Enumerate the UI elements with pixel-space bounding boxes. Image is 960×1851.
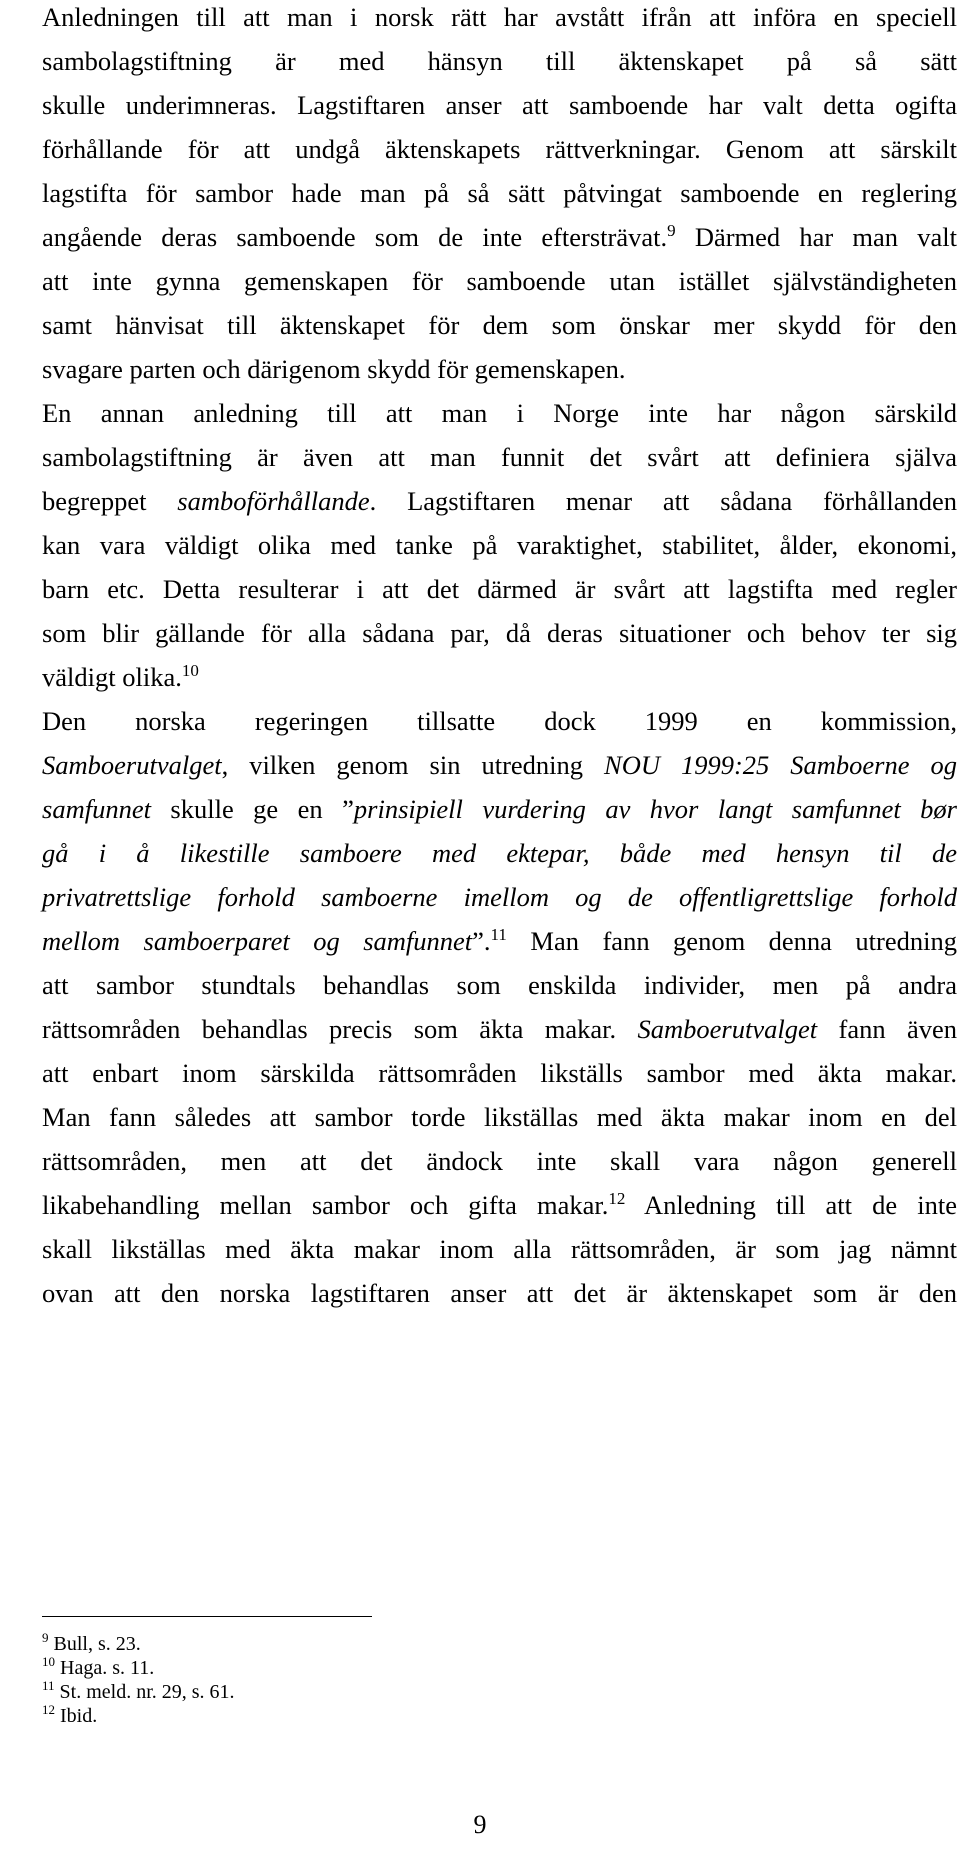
text-line: lagstifta för sambor hade man på så sätt påtvingat samboende en reglering — [42, 178, 957, 208]
text-line: ovan att den norska lagstiftaren anser att det är äktenskapet som är den — [42, 1278, 957, 1308]
text-line: skall likställas med äkta makar inom alla rättsområden, är som jag nämnt — [42, 1234, 957, 1264]
text-line: att sambor stundtals behandlas som enskilda individer, men på andra — [42, 970, 957, 1000]
text-line: skulle underimneras. Lagstiftaren anser att samboende har valt detta ogifta — [42, 90, 957, 120]
text-line: gå i å likestille samboere med ektepar, både med hensyn til de — [42, 838, 957, 868]
text-line: att enbart inom särskilda rättsområden likställs sambor med äkta makar. — [42, 1058, 957, 1088]
text-line: som blir gällande för alla sådana par, då deras situationer och behov ter sig — [42, 618, 957, 648]
footnote: $^{12}$ Ibid. — [42, 1702, 98, 1727]
text-line: begreppet samboförhållande. Lagstiftaren menar att sådana förhållanden — [42, 486, 957, 516]
text-line: förhållande för att undgå äktenskapets rättverkningar. Genom att särskilt — [42, 134, 957, 164]
text-line: Den norska regeringen tillsatte dock 1999 en kommission, — [42, 706, 957, 736]
text-line: angående deras samboende som de inte eftersträvat.$^9$ Därmed har man valt — [42, 221, 957, 252]
footnote-divider — [42, 1616, 372, 1617]
text-line: väldigt olika.$^{10}$ — [42, 661, 199, 692]
text-line: kan vara väldigt olika med tanke på varaktighet, stabilitet, ålder, ekonomi, — [42, 530, 957, 560]
footnote: $^{10}$ Haga. s. 11. — [42, 1654, 155, 1679]
text-line: privatrettslige forhold samboerne imellom og de offentligrettslige forhold — [42, 882, 957, 912]
text-line: att inte gynna gemenskapen för samboende utan istället självständigheten — [42, 266, 957, 296]
text-line: sambolagstiftning är även att man funnit det svårt att definiera själva — [42, 442, 957, 472]
text-line: samt hänvisat till äktenskapet för dem som önskar mer skydd för den — [42, 310, 957, 340]
text-line: barn etc. Detta resulterar i att det därmed är svårt att lagstifta med regler — [42, 574, 957, 604]
footnote-ref: 10 — [181, 661, 199, 680]
text-line: rättsområden behandlas precis som äkta makar. Samboerutvalget fann även — [42, 1014, 957, 1044]
text-line: Samboerutvalget, vilken genom sin utredning NOU 1999:25 Samboerne og — [42, 750, 957, 780]
text-line: Anledningen till att man i norsk rätt har avstått ifrån att införa en speciell — [42, 2, 957, 32]
text-line: samfunnet skulle ge en ”prinsipiell vurdering av hvor langt samfunnet bør — [42, 794, 957, 824]
text-line: En annan anledning till att man i Norge inte har någon särskild — [42, 398, 957, 428]
text-line: mellom samboerparet og samfunnet”.$^{11}$ Man fann genom denna utredning — [42, 925, 957, 956]
text-line: likabehandling mellan sambor och gifta makar.$^{12}$ Anledning till att de inte — [42, 1189, 957, 1220]
text-line: Man fann således att sambor torde likställas med äkta makar inom en del — [42, 1102, 957, 1132]
text-line: sambolagstiftning är med hänsyn till äktenskapet på så sätt — [42, 46, 957, 76]
page-number: 9 — [473, 1810, 487, 1839]
footnote: $^{11}$ St. meld. nr. 29, s. 61. — [42, 1678, 235, 1703]
footnote-ref: 11 — [490, 925, 507, 944]
text-line: rättsområden, men att det ändock inte skall vara någon generell — [42, 1146, 957, 1176]
footnote-ref: 12 — [608, 1189, 626, 1208]
footnote: $^9$ Bull, s. 23. — [42, 1630, 141, 1655]
text-line: svagare parten och därigenom skydd för gemenskapen. — [42, 354, 626, 384]
footnote-ref: 9 — [667, 221, 676, 240]
